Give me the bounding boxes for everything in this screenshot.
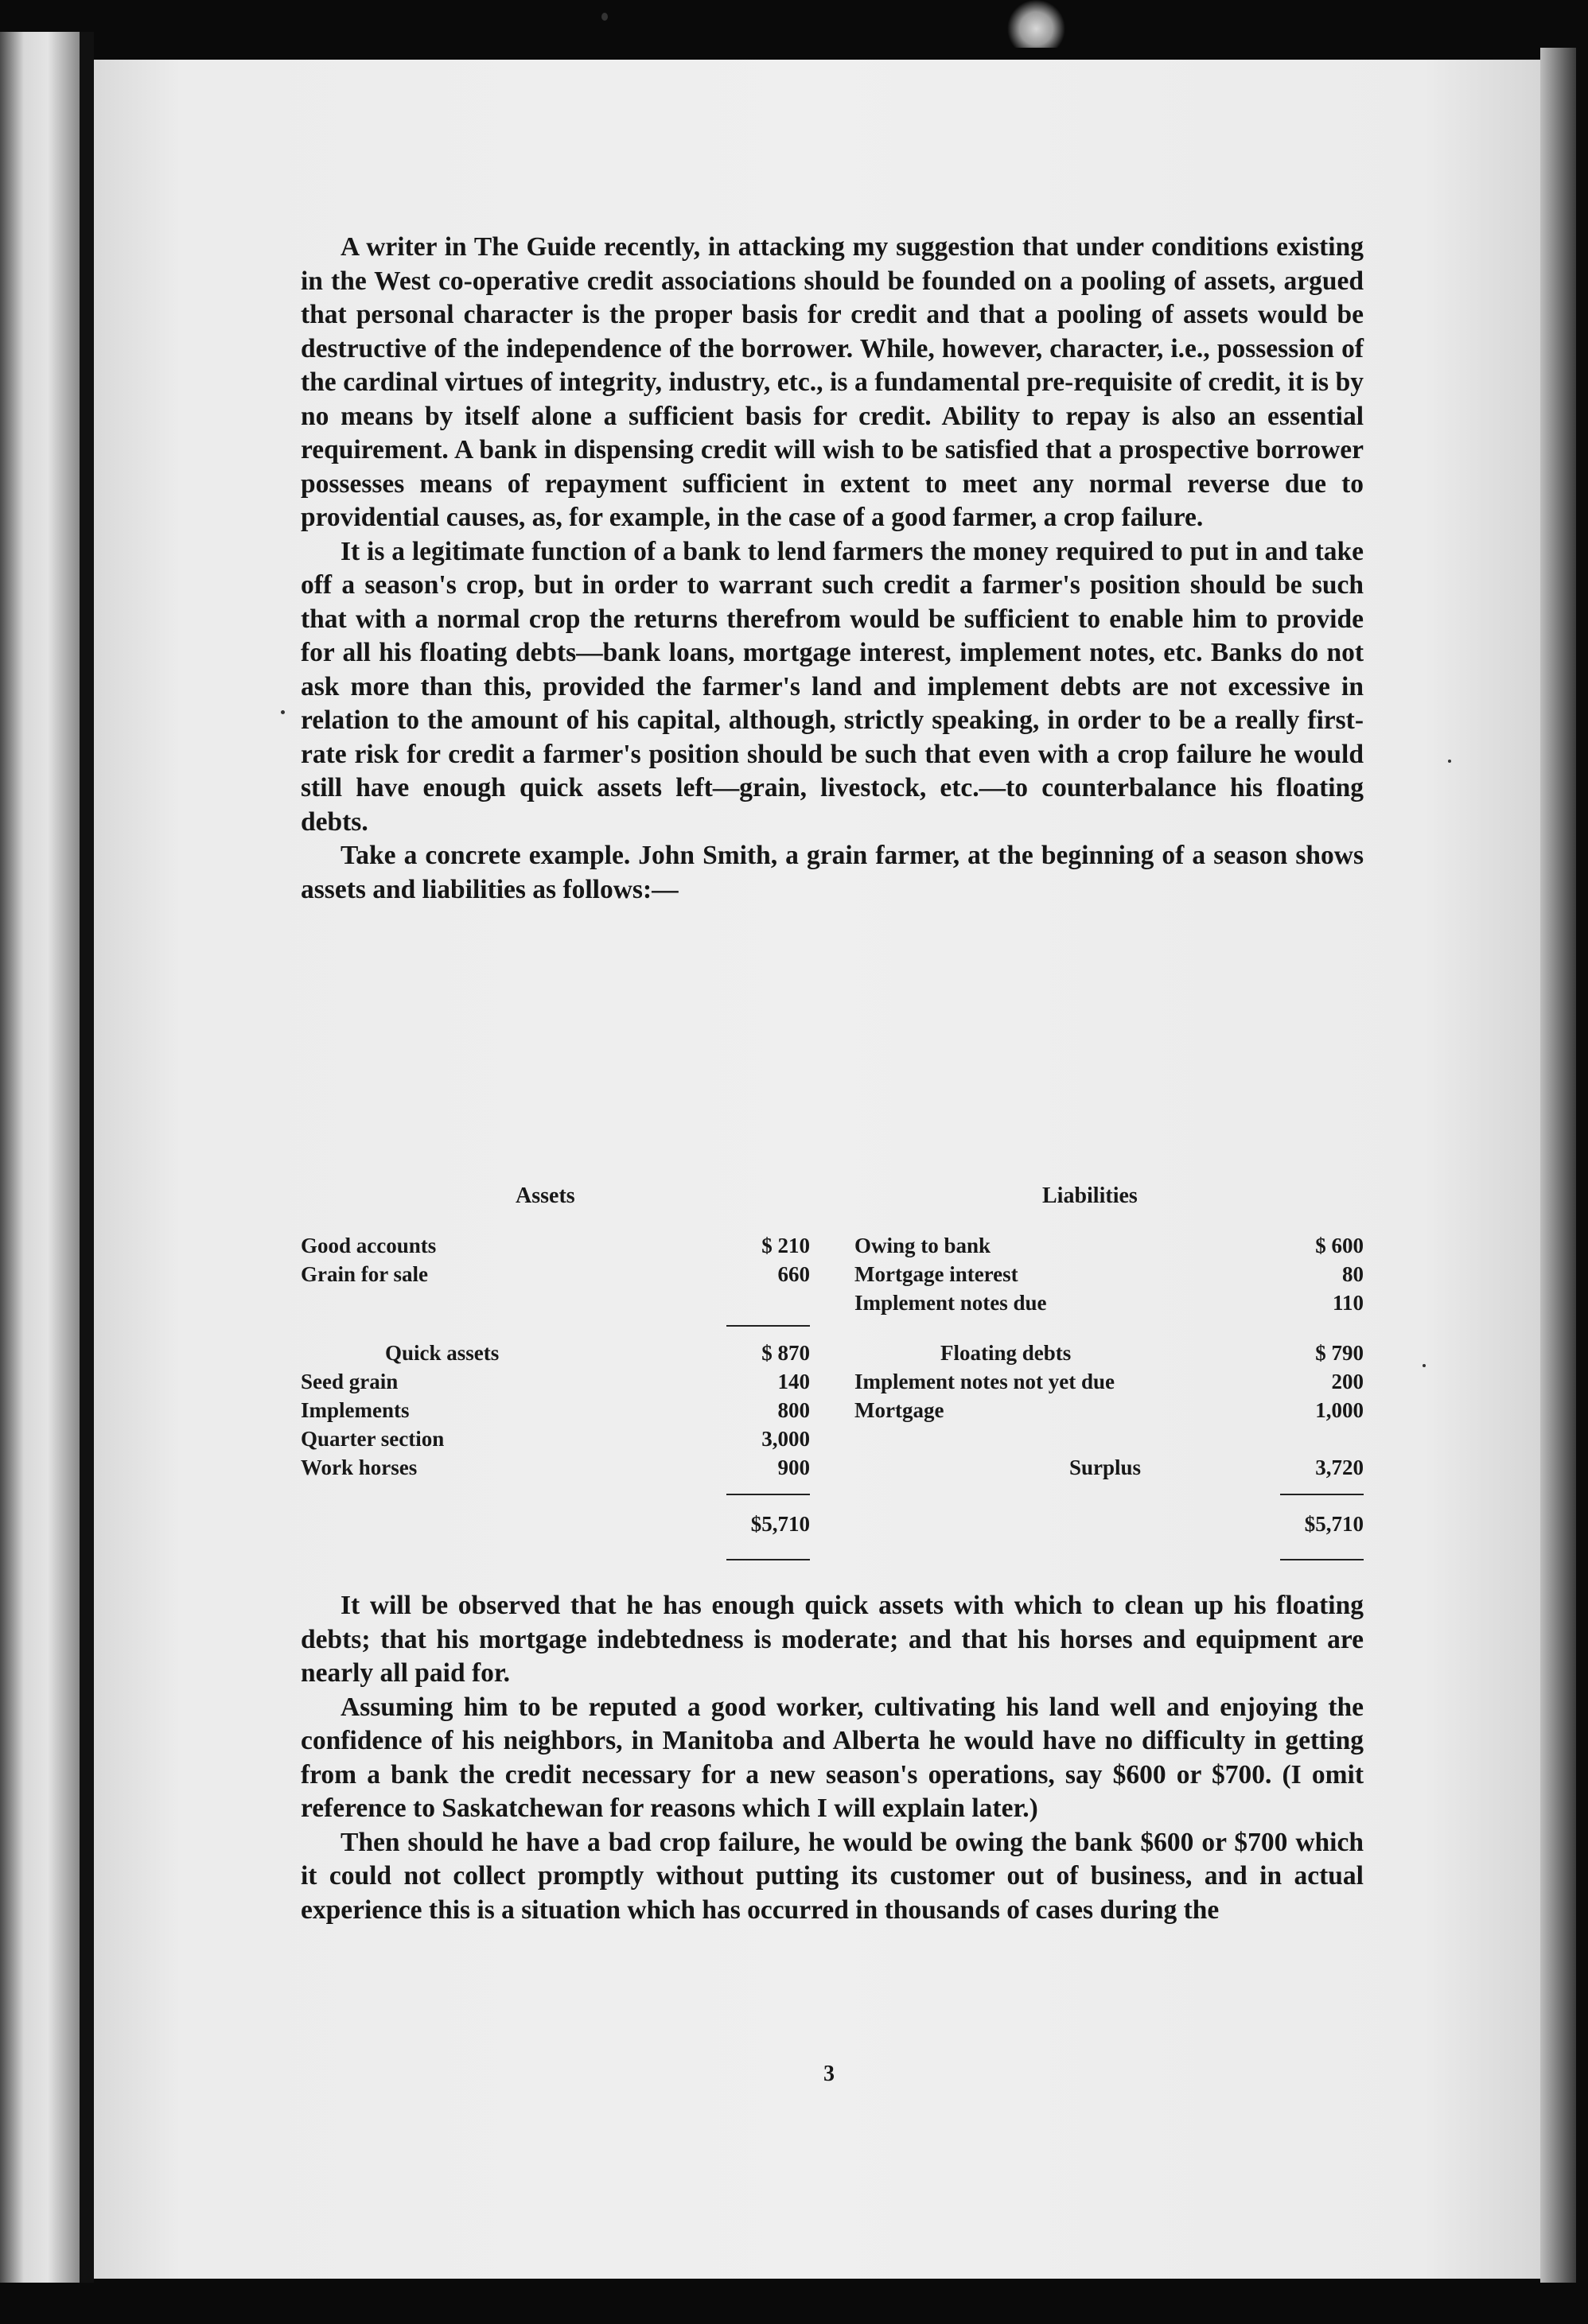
asset-row <box>301 1231 810 1260</box>
asset-row <box>301 1424 810 1453</box>
surplus-row <box>854 1453 1364 1482</box>
liability-subtotal-label: Floating debts <box>940 1341 1072 1365</box>
assets-heading: Assets <box>516 1183 575 1208</box>
total-underline <box>1280 1559 1364 1560</box>
liability-row <box>854 1288 1364 1317</box>
liability-row <box>854 1231 1364 1260</box>
liability-label: Mortgage interest <box>854 1262 1018 1286</box>
liability-subtotal-amount: $ 790 <box>1315 1341 1364 1365</box>
asset-row <box>301 1453 810 1482</box>
liability-subtotal-row <box>854 1339 1364 1367</box>
page-number: 3 <box>823 2062 835 2086</box>
liability-amount: 200 <box>1331 1370 1364 1393</box>
liability-label: Mortgage <box>854 1398 944 1422</box>
paragraph-1: A writer in The Guide recently, in attacking my suggestion that under conditions existing in the West co-operative credit associations should be founded on a pooling of assets, argued that personal character is the proper basis for credit and that a pooling of assets would be destructive of the independence of the borrower. While, however, character, i.e., possession of the cardinal virtues of integrity, industry, etc., is a fundamental pre-requisite of credit, it is by no means by itself alone a sufficient basis for credit. Ability to repay is also an essential requirement. A bank in dispensing credit will wish to be satisfied that a prospective borrower possesses means of repayment sufficient in extent to meet any normal reverse due to providential causes, as, for example, in the case of a good farmer, a crop failure. <box>301 232 1364 532</box>
asset-label: Grain for sale <box>301 1262 428 1286</box>
previous-page-edge <box>0 32 80 2283</box>
surplus-label: Surplus <box>1069 1455 1142 1479</box>
asset-label: Quarter section <box>301 1427 445 1451</box>
total-rule <box>726 1494 810 1495</box>
liability-amount: 110 <box>1332 1291 1364 1315</box>
subtotal-rule <box>726 1325 810 1327</box>
page-right-edge <box>1540 48 1576 2283</box>
liability-label: Owing to bank <box>854 1234 991 1257</box>
asset-label: Seed grain <box>301 1370 399 1393</box>
liability-amount: $ 600 <box>1315 1234 1364 1257</box>
scan-speck <box>1423 1364 1426 1367</box>
total-underline <box>726 1559 810 1560</box>
asset-label: Work horses <box>301 1455 418 1479</box>
asset-label: Good accounts <box>301 1234 437 1257</box>
asset-subtotal-row <box>301 1339 810 1367</box>
asset-label: Implements <box>301 1398 410 1422</box>
scan-speck <box>1448 760 1451 763</box>
page-gutter <box>80 32 94 2283</box>
asset-amount: 140 <box>777 1370 810 1393</box>
paragraph-3: Take a concrete example. John Smith, a grain farmer, at the beginning of a season shows assets and liabilities as follows:— <box>301 841 1364 904</box>
liability-row <box>854 1260 1364 1288</box>
asset-total-amount: $5,710 <box>750 1512 810 1536</box>
asset-row <box>301 1367 810 1396</box>
asset-subtotal-label: Quick assets <box>385 1341 500 1365</box>
paragraph-6: Then should he have a bad crop failure, he would be owing the bank $600 or $700 which it could not collect promptly without putting its customer out of business, and in actual experience this is a situation which has occurred in thousands of cases during the <box>301 1827 1364 1925</box>
liability-label: Implement notes due <box>854 1291 1047 1315</box>
body-text-bottom <box>301 1589 1364 1927</box>
asset-amount: 660 <box>777 1262 810 1286</box>
asset-total-row <box>301 1510 810 1538</box>
balance-sheet <box>301 1183 1364 1581</box>
asset-amount: 900 <box>777 1455 810 1479</box>
asset-row <box>301 1260 810 1288</box>
liability-total-row <box>854 1510 1364 1538</box>
paragraph-2: It is a legitimate function of a bank to lend farmers the money required to put in and take off a season's crop, but in order to warrant such credit a farmer's position should be such that with a normal crop the returns therefrom would be sufficient to enable him to provide for all his floating debts—bank loans, mortgage interest, implement notes, etc. Banks do not ask more than this, provided the farmer's land and implement debts are not excessive in relation to the amount of his capital, although, strictly speaking, in order to be a really first-rate risk for credit a farmer's position should be such that even with a crop failure he would still have enough quick assets left—grain, livestock, etc.—to counterbalance his floating debts. <box>301 536 1364 837</box>
liability-amount: 80 <box>1342 1262 1364 1286</box>
paragraph-5: Assuming him to be reputed a good worker, cultivating his land well and enjoying the confidence of his neighbors, in Manitoba and Alberta he would have no difficulty in getting from a bank the credit necessary for a new season's operations, say $600 or $700. (I omit reference to Saskatchewan for reasons which I will explain later.) <box>301 1692 1364 1823</box>
liability-row <box>854 1367 1364 1396</box>
asset-row <box>301 1396 810 1424</box>
asset-subtotal-amount: $ 870 <box>761 1341 810 1365</box>
surplus-amount: 3,720 <box>1315 1455 1364 1479</box>
liability-row <box>854 1396 1364 1424</box>
binding-mark <box>1006 0 1066 48</box>
liability-label: Implement notes not yet due <box>854 1370 1115 1393</box>
body-text-top <box>301 231 1364 907</box>
scan-speck <box>281 710 285 714</box>
asset-amount: $ 210 <box>761 1234 810 1257</box>
paragraph-4: It will be observed that he has enough quick assets with which to clean up his floating debts; that his mortgage indebtedness is moderate; and that his horses and equipment are nearly all paid for. <box>301 1591 1364 1688</box>
total-rule <box>1280 1494 1364 1495</box>
asset-amount: 3,000 <box>761 1427 810 1451</box>
liabilities-heading: Liabilities <box>1042 1183 1138 1208</box>
liability-total-amount: $5,710 <box>1304 1512 1364 1536</box>
asset-amount: 800 <box>777 1398 810 1422</box>
scan-speck <box>601 13 608 21</box>
liability-amount: 1,000 <box>1315 1398 1364 1422</box>
